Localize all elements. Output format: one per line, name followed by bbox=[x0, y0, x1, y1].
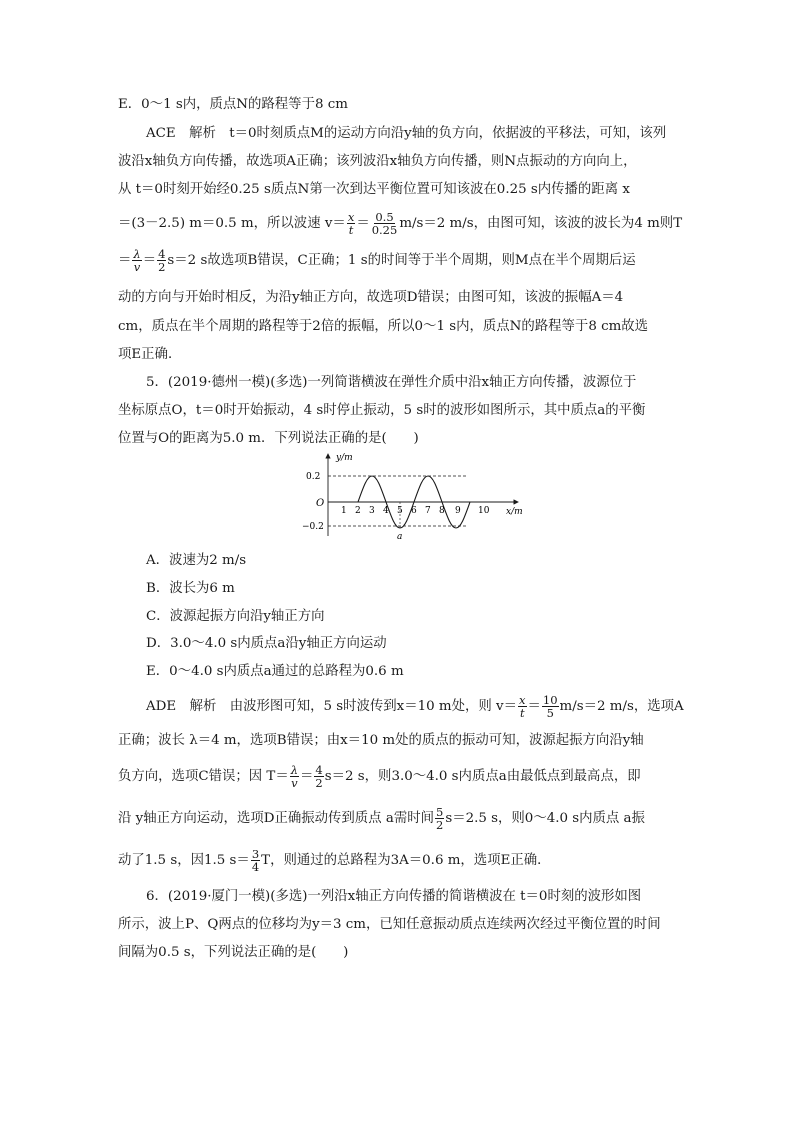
q4-analysis-line-4-start: ＝(3－2.5) m＝0.5 m，所以波速 v＝ bbox=[118, 216, 346, 231]
q4-analysis-line-5-start: ＝ bbox=[118, 253, 132, 268]
fraction-lambda-over-v: $\frac{\lambda}{v}$ bbox=[133, 247, 141, 274]
q5-option-c: C．波源起振方向沿y轴正方向 bbox=[146, 609, 325, 624]
x-axis-label: x/m bbox=[506, 507, 523, 517]
q4-analysis-line-5-end: s＝2 s故选项B错误，C正确；1 s的时间等于半个周期，则M点在半个周期后运 bbox=[167, 253, 636, 268]
q4-analysis-line-6: 动的方向与开始时相反，为沿y轴正方向，故选项D错误；由图可知，该波的振幅A＝4 bbox=[118, 290, 624, 305]
q5-analysis-line-4-end: s＝2.5 s，则0～4.0 s内质点 a振 bbox=[445, 811, 645, 826]
point-a-label: a bbox=[397, 532, 403, 542]
q6-stem-line-2: 所示，波上P、Q两点的位移均为y＝3 cm，已知任意振动质点连续两次经过平衡位置的时间 bbox=[118, 917, 661, 932]
q4-analysis-line-7: cm，质点在半个周期的路程等于2倍的振幅，所以0～1 s内，质点N的路程等于8 cm故选 bbox=[118, 319, 649, 334]
q5-option-b: B．波长为6 m bbox=[146, 581, 235, 596]
x-tick-6: 6 bbox=[411, 506, 417, 516]
fraction-x-over-t-2: $\frac{x}{t}$ bbox=[519, 693, 526, 720]
q5-stem-line-1: 5．(2019·德州一模)(多选)一列简谐横波在弹性介质中沿x轴正方向传播，波源位于 bbox=[146, 375, 637, 390]
q5-stem-line-2: 坐标原点O，t＝0时开始振动，4 s时停止振动，5 s时的波形如图所示，其中质点a的平衡 bbox=[118, 403, 646, 418]
q5-option-d: D．3.0～4.0 s内质点a沿y轴正方向运动 bbox=[146, 636, 387, 651]
q6-stem-line-1: 6．(2019·厦门一模)(多选)一列沿x轴正方向传播的简谐横波在 t＝0时刻的波形如图 bbox=[146, 889, 642, 904]
fraction-10-over-5: $\frac{10}{5}$ bbox=[542, 693, 558, 720]
fraction-lambda-over-v-2: $\frac{\lambda}{v}$ bbox=[290, 763, 299, 790]
origin-label: O bbox=[316, 498, 325, 509]
q5-analysis-line-5-end: T，则通过的总路程为3A＝0.6 m，选项E正确． bbox=[261, 853, 551, 868]
q5-option-e: E．0～4.0 s内质点a通过的总路程为0.6 m bbox=[146, 664, 404, 679]
q5-analysis-line-1: ADE 解析 由波形图可知，5 s时波传到x＝10 m处，则 v＝ $\frac{x}{t}$ ＝ $\frac{10}{5}$ m/s＝2 m/s，选项A bbox=[146, 693, 684, 720]
q5-analysis-line-1-end: m/s＝2 m/s，选项A bbox=[559, 699, 684, 714]
q5-analysis-line-2: 正确；波长 λ＝4 m，选项B错误；由x＝10 m处的质点的振动可知，波源起振方向沿y轴 bbox=[118, 733, 644, 748]
q5-analysis-line-3-end: s＝2 s，则3.0～4.0 s内质点a由最低点到最高点，即 bbox=[324, 769, 641, 784]
q4-analysis-line-8: 项E正确． bbox=[118, 347, 182, 362]
q5-stem-line-3: 位置与O的距离为5.0 m．下列说法正确的是( ) bbox=[118, 431, 419, 446]
q5-analysis-line-4-start: 沿 y轴正方向运动，选项D正确振动传到质点 a需时间 bbox=[118, 811, 434, 826]
fraction-0.5-over-0.25: $\frac{0.5}{0.25}$ bbox=[371, 210, 398, 237]
x-tick-1: 1 bbox=[341, 506, 347, 516]
y-axis-label: y/m bbox=[336, 453, 353, 463]
fraction-5-over-2: $\frac{5}{2}$ bbox=[436, 805, 444, 832]
q4-analysis-line-5: ＝ $\frac{\lambda}{v}$ ＝ $\frac{4}{2}$ s＝2 s故选项B错误，C正确；1 s的时间等于半个周期，则M点在半个周期后运 bbox=[118, 247, 636, 274]
y-tick-neg-0.2: −0.2 bbox=[302, 522, 324, 532]
x-tick-9: 9 bbox=[455, 506, 461, 516]
fraction-x-over-t: $\frac{x}{t}$ bbox=[347, 210, 355, 237]
x-tick-8: 8 bbox=[439, 506, 445, 516]
q5-analysis-line-3-eq: ＝ bbox=[300, 769, 314, 784]
x-tick-5: 5 bbox=[397, 506, 403, 516]
x-tick-3: 3 bbox=[369, 506, 375, 516]
fraction-4-over-2: $\frac{4}{2}$ bbox=[158, 247, 166, 274]
y-tick-0.2: 0.2 bbox=[306, 472, 321, 482]
q4-analysis-line-4-end: m/s＝2 m/s，由图可知，该波的波长为4 m则T bbox=[399, 216, 683, 231]
fraction-3-over-4: $\frac{3}{4}$ bbox=[251, 847, 260, 874]
x-tick-4: 4 bbox=[383, 506, 389, 516]
q6-stem-line-3: 间隔为0.5 s，下列说法正确的是( ) bbox=[118, 945, 349, 960]
q4-option-e: E．0～1 s内，质点N的路程等于8 cm bbox=[118, 97, 348, 112]
q4-analysis-line-4: ＝(3－2.5) m＝0.5 m，所以波速 v＝ $\frac{x}{t}$ ＝ $\frac{0.5}{0.25}$ m/s＝2 m/s，由图可知，该波的波长为4 m则T bbox=[118, 210, 683, 237]
q5-option-a: A．波速为2 m/s bbox=[146, 553, 247, 568]
q4-analysis-line-1: ACE 解析 t＝0时刻质点M的运动方向沿y轴的负方向，依据波的平移法，可知，该列 bbox=[146, 126, 667, 141]
x-tick-10: 10 bbox=[478, 506, 490, 516]
fraction-4-over-2-b: $\frac{4}{2}$ bbox=[315, 763, 323, 790]
x-tick-2: 2 bbox=[355, 506, 361, 516]
q5-analysis-line-3-start: 负方向，选项C错误；因 T＝ bbox=[118, 769, 289, 784]
q4-analysis-line-2: 波沿x轴负方向传播，故选项A正确；该列波沿x轴负方向传播，则N点振动的方向向上， bbox=[118, 154, 637, 169]
x-tick-7: 7 bbox=[425, 506, 431, 516]
q5-wave-graph bbox=[296, 450, 536, 542]
q5-analysis-line-3 bbox=[118, 764, 641, 789]
q5-analysis-line-5 bbox=[118, 848, 551, 873]
q5-analysis-line-1-start: ADE 解析 由波形图可知，5 s时波传到x＝10 m处，则 v＝ bbox=[146, 699, 518, 714]
q5-analysis-line-4 bbox=[118, 806, 645, 831]
q5-analysis-line-5-start: 动了1.5 s，因1.5 s＝ bbox=[118, 853, 250, 868]
q4-analysis-line-3: 从 t＝0时刻开始经0.25 s质点N第一次到达平衡位置可知该波在0.25 s内传播的距离 x bbox=[118, 182, 630, 197]
